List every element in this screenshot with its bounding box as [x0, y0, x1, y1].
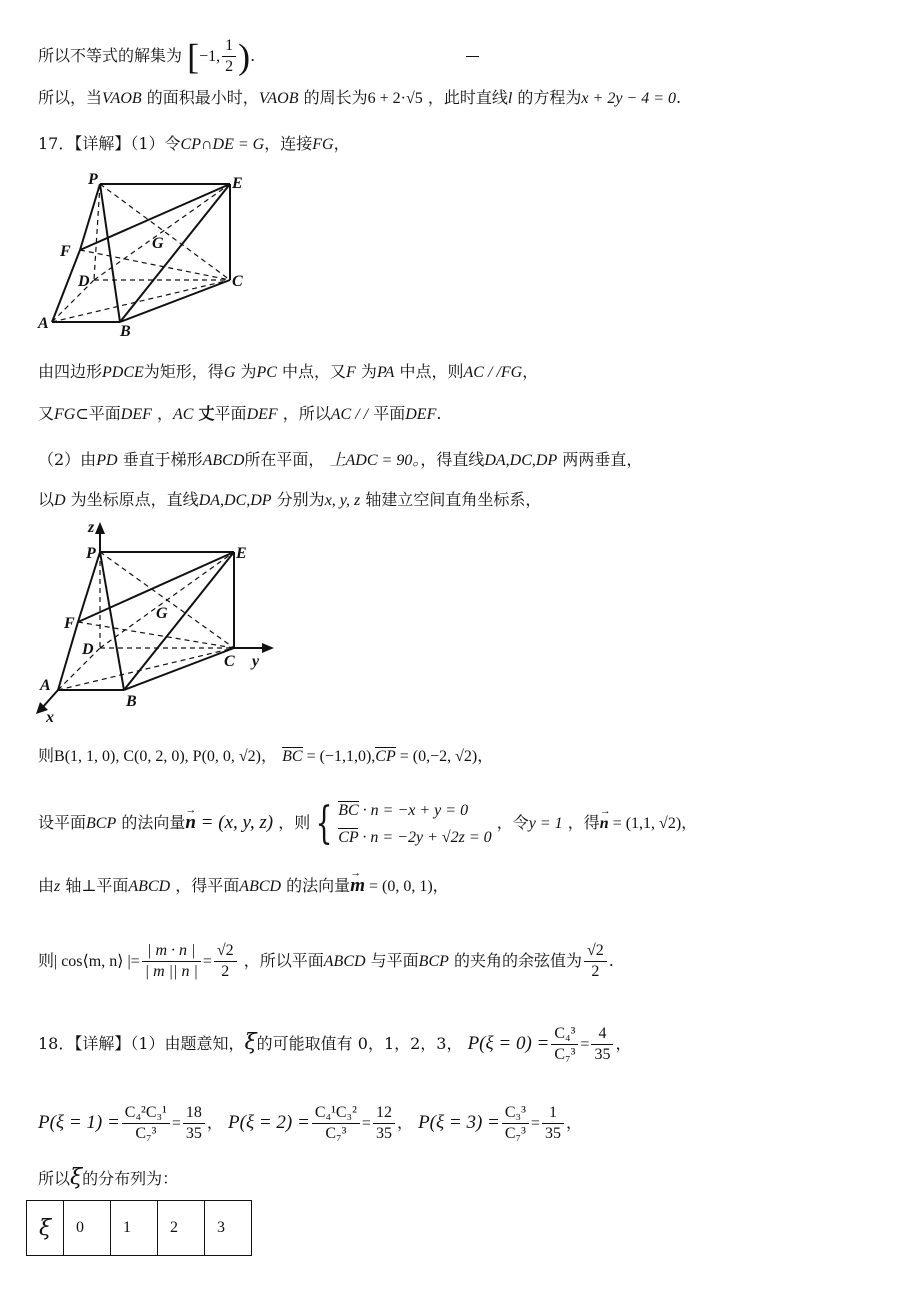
label-F2: F — [64, 615, 75, 632]
table-cell: 0 — [64, 1201, 111, 1256]
paragraph-rectangle: 由四边形PDCE为矩形，得G 为PC 中点，又F 为PA 中点，则AC / /FG， — [38, 362, 539, 381]
label-G2: G — [156, 605, 168, 622]
paragraph-coordinate: 以D 为坐标原点，直线DA,DC,DP 分别为x, y, z 轴建立空间直角坐标系， — [38, 490, 542, 509]
p3-fraction: $\frac{\text{C₃³}}{\text{C₇³}}$ — [502, 1103, 529, 1144]
label-B2: B — [126, 693, 137, 710]
q17-heading: 17．【详解】（1）令CP∩DE = G，连接FG， — [38, 134, 350, 153]
distribution-table — [26, 1200, 252, 1256]
sqrt2-over-2: $\frac{√2}{2}$ — [214, 941, 237, 982]
perimeter-line: 所以，当VAOB 的面积最小时，VAOB 的周长为6 + 2·√5 ，此时直线l 的方程为x + 2y − 4 = 0. — [38, 88, 682, 107]
stray-dash — [466, 56, 479, 57]
label-B: B — [120, 323, 131, 340]
label-z: z — [88, 519, 95, 536]
label-A2: A — [40, 677, 51, 694]
solution-interval-line: 所以不等式的解集为 [−1, $\frac{1}{2}$ ). — [38, 36, 256, 77]
cos-fraction: $\frac{| m \cdot n |}{| m || n |}$ — [142, 941, 201, 982]
label-D2: D — [82, 641, 94, 658]
table-cell: 2 — [158, 1201, 205, 1256]
label-P2: P — [86, 545, 96, 562]
fraction-half: $\frac{1}{2}$ — [222, 36, 236, 77]
distribution-intro: 所以ξ的分布列为： — [38, 1165, 179, 1190]
label-x: x — [46, 709, 54, 724]
table-cell: 1 — [111, 1201, 158, 1256]
label-P: P — [88, 171, 98, 188]
p0-fraction: $\frac{\text{C₄³}}{\text{C₇³}}$ — [551, 1024, 578, 1065]
p2-value: $\frac{12}{35}$ — [373, 1103, 395, 1144]
system-brace: { — [315, 797, 333, 849]
label-y: y — [252, 653, 260, 670]
normal-vector-line: 设平面BCP 的法向量→ n = (x, y, z) ，则 { BC · n = −x + y = 0 CP · n = −2y + √2z = 0 ，令y = 1 ，得→ n = (1,1, √2)， — [38, 796, 697, 851]
z-axis-line: 由z 轴⊥平面ABCD ，得平面ABCD 的法向量→ m = (0, 0, 1)， — [38, 874, 449, 899]
cosine-line: 则| cos⟨m, n⟩ |= $\frac{| m \cdot n |}{| m || n |}$ = $\frac{√2}{2}$ ，所以平面ABCD 与平面BCP 的夹角的余弦值为 $\frac{√2}{2}$ . — [38, 942, 614, 980]
table-row — [27, 1201, 252, 1256]
table-header-xi: ξ — [27, 1201, 64, 1256]
label-E2: E — [236, 545, 247, 562]
label-C: C — [232, 273, 243, 290]
prism-figure-1 — [36, 170, 256, 340]
prism-figure-2 — [34, 518, 284, 724]
equation-system: BC · n = −x + y = 0 CP · n = −2y + √2z = 0 — [338, 801, 492, 846]
label-G: G — [152, 235, 164, 252]
p1-value: $\frac{18}{35}$ — [183, 1103, 205, 1144]
label-A: A — [38, 315, 49, 332]
paragraph-perpendicular: （2）由PD 垂直于梯形ABCD所在平面， 上ADC = 90。，得直线DA,DC,DP 两两垂直， — [38, 450, 643, 469]
p0-value: $\frac{4}{35}$ — [591, 1024, 613, 1065]
table-cell: 3 — [205, 1201, 252, 1256]
label-F: F — [60, 243, 71, 260]
answer-fraction: $\frac{√2}{2}$ — [584, 941, 607, 982]
coordinates-line: 则B(1, 1, 0), C(0, 2, 0), P(0, 0, √2)， BC = (−1,1,0),CP = (0,−2, √2)， — [38, 746, 494, 765]
paragraph-parallel: 又FG⊂平面DEF ，AC 丈平面DEF ，所以AC / / 平面DEF. — [38, 404, 442, 423]
label-C2: C — [224, 653, 235, 670]
p1-fraction: $\frac{\text{C₄²C₃¹}}{\text{C₇³}}$ — [122, 1103, 170, 1144]
label-E: E — [232, 175, 243, 192]
probabilities-line: P(ξ = 1) = $\frac{\text{C₄²C₃¹}}{\text{C₇³}}$ = $\frac{18}{35}$ ， P(ξ = 2) = $\frac{\text{C₄¹C₃²}}{\text{C₇³}}$ = $\frac{12}{35}$ ， P(ξ = 3) = $\frac{\text{C₃³}}{\text{C₇³}}$ = $\frac{1}{35}$ ， — [38, 1104, 582, 1142]
p2-fraction: $\frac{\text{C₄¹C₃²}}{\text{C₇³}}$ — [312, 1103, 360, 1144]
label-D: D — [78, 273, 90, 290]
p3-value: $\frac{1}{35}$ — [542, 1103, 564, 1144]
q18-heading: 18．【详解】（1）由题意知，ξ的可能取值有 0，1，2，3， P(ξ = 0) = $\frac{\text{C₄³}}{\text{C₇³}}$ = $\frac{4}{35}$ ， — [38, 1025, 632, 1063]
